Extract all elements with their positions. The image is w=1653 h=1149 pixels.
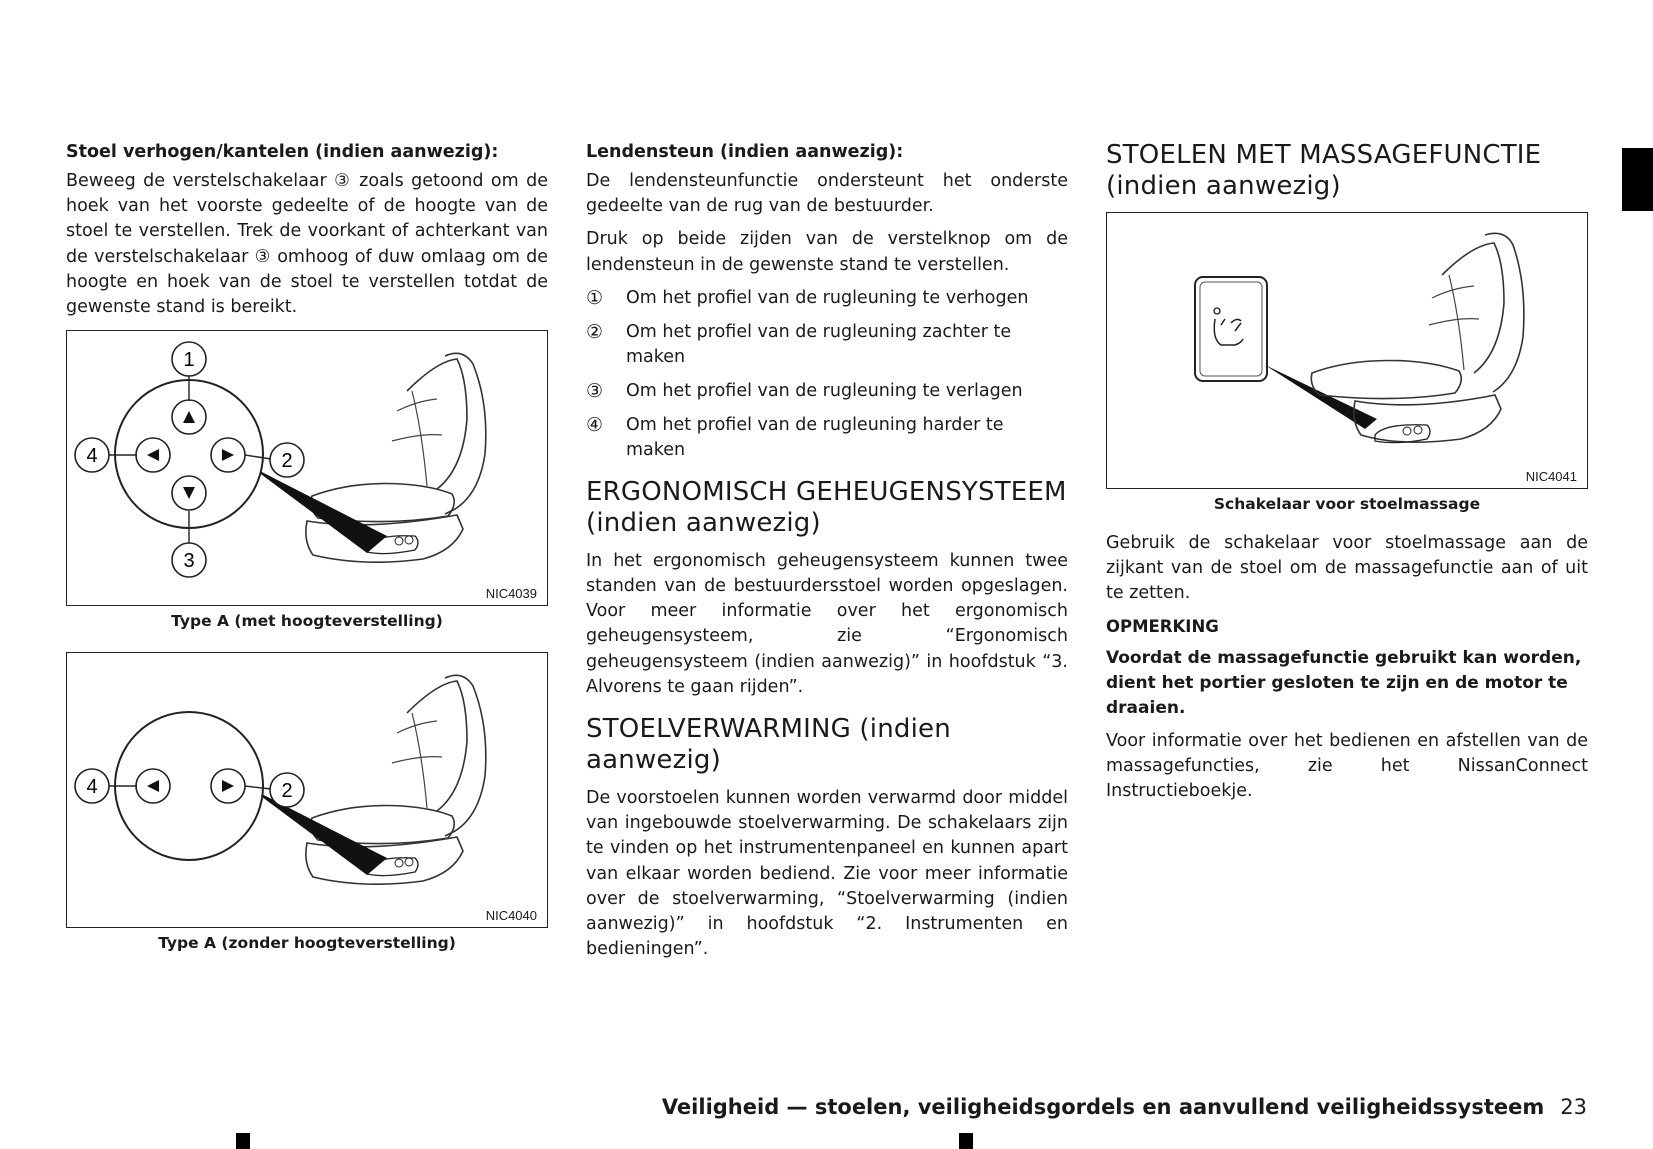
seat-heating-heading: STOELVERWARMING (indien aanwezig)	[586, 714, 951, 776]
column-right	[1106, 140, 1588, 812]
item-text: Om het profiel van de rugleuning te verhogen	[626, 287, 1029, 308]
seat-tilt-paragraph: Beweeg de verstelschakelaar ③ zoals getoond om de hoek van het voorste gedeelte of de hoogte van de stoel te verstellen. Trek de voorkant of achterkant van de verstelschakelaar ③ omhoog of duw omlaag om de hoogte en hoek van de stoel te verstellen totdat de gewenste stand is bereikt.	[66, 171, 548, 318]
list-item	[586, 320, 1068, 370]
figure-code: NIC4041	[1525, 469, 1577, 484]
label-1: 1	[183, 349, 195, 372]
note-text: Voordat de massagefunctie gebruikt kan worden, dient het portier gesloten te zijn en de motor te draaien.	[1106, 647, 1582, 718]
list-item	[586, 286, 1068, 311]
lumbar-list	[586, 286, 1068, 463]
section-subheading: Stoel verhogen/kantelen (indien aanwezig):	[66, 142, 499, 162]
list-item	[586, 379, 1068, 404]
memory-system-paragraph: In het ergonomisch geheugensysteem kunnen twee standen van de bestuurdersstoel worden opgeslagen. Voor meer informatie over het ergonomisch geheugensysteem, zie “Ergonomisch geheugensysteem (indien aanwezig)” in hoofdstuk “3. Alvorens te gaan rijden”.	[586, 550, 1068, 697]
figure-caption: Type A (zonder hoogteverstelling)	[158, 934, 456, 953]
label-2: 2	[281, 780, 293, 803]
figure-code: NIC4039	[485, 586, 537, 602]
item-text: Om het profiel van de rugleuning te verlagen	[626, 380, 1023, 401]
label-4: 4	[86, 445, 98, 468]
list-item	[586, 413, 1068, 463]
page-footer	[662, 1095, 1587, 1119]
figure-caption: Schakelaar voor stoelmassage	[1213, 495, 1481, 513]
item-number: ④	[586, 413, 604, 436]
column-middle	[586, 140, 1068, 970]
figure-seat-with-height	[66, 330, 548, 606]
item-text: Om het profiel van de rugleuning harder te maken	[626, 414, 1004, 460]
seat-heating-paragraph: De voorstoelen kunnen worden verwarmd door middel van ingebouwde stoelverwarming. De schakelaars zijn te vinden op het instrumentenpaneel en kunnen apart van elkaar worden bediend. Zie voor meer informatie over de stoelverwarming, “Stoelverwarming (indien aanwezig)” in hoofdstuk “2. Instrumenten en bedieningen”.	[586, 788, 1068, 960]
footer-title: Veiligheid — stoelen, veiligheidsgordels en aanvullend veiligheidssysteem	[661, 1095, 1545, 1119]
item-text: Om het profiel van de rugleuning zachter te maken	[626, 321, 1012, 367]
column-left	[66, 140, 548, 970]
seat-height-diagram	[67, 331, 546, 604]
label-2: 2	[281, 450, 293, 473]
massage-paragraph-2: Voor informatie over het bedienen en afstellen van de massagefuncties, zie het NissanConnect Instructieboekje.	[1106, 730, 1588, 802]
crop-mark	[959, 1133, 973, 1149]
chapter-tab-marker	[1622, 148, 1653, 211]
massage-paragraph-1: Gebruik de schakelaar voor stoelmassage aan de zijkant van de stoel om de massagefunctie aan of uit te zetten.	[1106, 533, 1588, 604]
page-number: 23	[1560, 1095, 1587, 1119]
seat-no-height-diagram	[67, 653, 546, 926]
item-number: ①	[586, 286, 604, 309]
item-number: ③	[586, 379, 604, 402]
label-3: 3	[183, 550, 195, 573]
item-number: ②	[586, 320, 604, 343]
lumbar-paragraph-1: De lendensteunfunctie ondersteunt het onderste gedeelte van de rug van de bestuurder.	[586, 171, 1068, 217]
massage-switch-diagram	[1107, 213, 1586, 487]
note-label: OPMERKING	[1106, 616, 1219, 636]
memory-system-heading: ERGONOMISCH GEHEUGENSYSTEEM (indien aanwezig)	[586, 476, 1067, 538]
crop-mark	[236, 1133, 250, 1149]
figure-massage-switch	[1106, 212, 1588, 489]
lumbar-paragraph-2: Druk op beide zijden van de verstelknop om de lendensteun in de gewenste stand te verstellen.	[586, 229, 1068, 275]
label-4: 4	[86, 776, 98, 799]
lumbar-heading: Lendensteun (indien aanwezig):	[586, 142, 904, 162]
figure-seat-without-height	[66, 652, 548, 928]
figure-caption: Type A (met hoogteverstelling)	[171, 612, 443, 631]
massage-heading: STOELEN MET MASSAGEFUNCTIE (indien aanwezig)	[1106, 140, 1542, 201]
figure-code: NIC4040	[485, 908, 537, 924]
